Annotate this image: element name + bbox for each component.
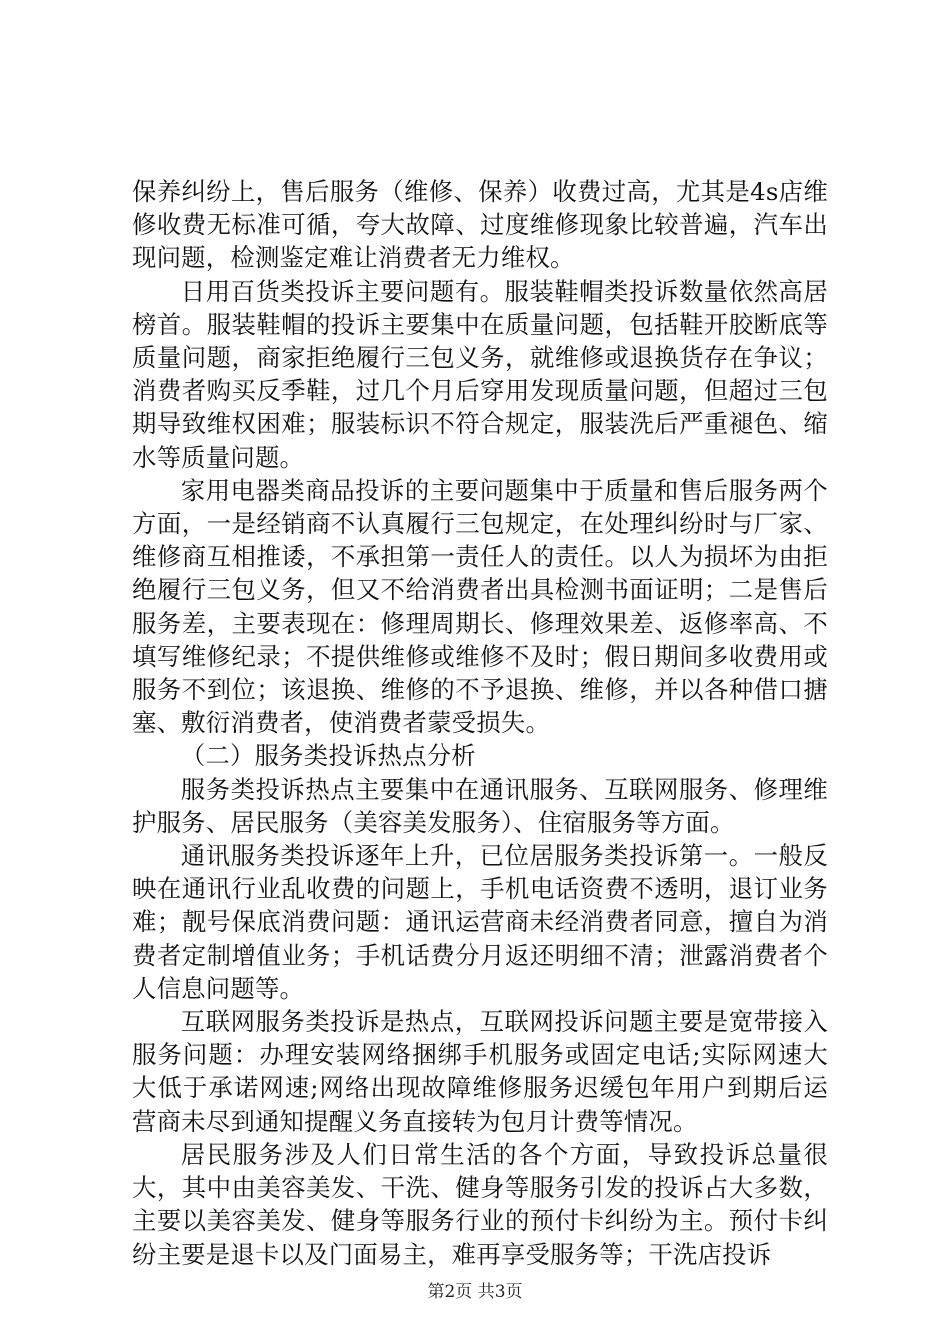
page-number-footer: 第2页 共3页	[427, 1282, 523, 1302]
paragraph-services-overview: 服务类投诉热点主要集中在通讯服务、互联网服务、修理维护服务、居民服务（美容美发服务）、住宿服务等方面。	[132, 774, 828, 837]
paragraph-home-appliances: 家用电器类商品投诉的主要问题集中于质量和售后服务两个方面，一是经销商不认真履行三包规定，在处理纠纷时与厂家、维修商互相推诿，不承担第一责任人的责任。以人为损坏为由拒绝履行三包义务，但又不给消费者出具检测书面证明；二是售后服务差，主要表现在：修理周期长、修理效果差、返修率高、不填写维修纪录；不提供维修或维修不及时；假日期间多收费用或服务不到位；该退换、维修的不予退换、维修，并以各种借口搪塞、敷衍消费者，使消费者蒙受损失。	[132, 475, 828, 738]
paragraph-car-maintenance-continued: 保养纠纷上，售后服务（维修、保养）收费过高，尤其是4s店维修收费无标准可循，夸大故障、过度维修现象比较普遍，汽车出现问题，检测鉴定难让消费者无力维权。	[132, 177, 828, 273]
document-body	[132, 175, 828, 1271]
paragraph-internet-services: 互联网服务类投诉是热点，互联网投诉问题主要是宽带接入服务问题：办理安装网络捆绑手机服务或固定电话;实际网速大大低于承诺网速;网络出现故障维修服务迟缓包年用户到期后运营商未尽到通知提醒义务直接转为包月计费等情况。	[132, 1007, 828, 1136]
paragraph-daily-goods: 日用百货类投诉主要问题有。服装鞋帽类投诉数量依然高居榜首。服装鞋帽的投诉主要集中在质量问题，包括鞋开胶断底等质量问题，商家拒绝履行三包义务，就维修或退换货存在争议；消费者购买反季鞋，过几个月后穿用发现质量问题，但超过三包期导致维权困难；服装标识不符合规定，服装洗后严重褪色、缩水等质量问题。	[132, 276, 828, 472]
paragraph-resident-services: 居民服务涉及人们日常生活的各个方面，导致投诉总量很大，其中由美容美发、干洗、健身等服务引发的投诉占大多数，主要以美容美发、健身等服务行业的预付卡纠纷为主。预付卡纠纷主要是退卡以及门面易主，难再享受服务等；干洗店投诉	[132, 1139, 828, 1269]
section-heading-services: （二）服务类投诉热点分析	[180, 741, 476, 771]
paragraph-telecom-services: 通讯服务类投诉逐年上升，已位居服务类投诉第一。一般反映在通讯行业乱收费的问题上，手机电话资费不透明，退订业务难；靓号保底消费问题：通讯运营商未经消费者同意，擅自为消费者定制增值业务；手机话费分月返还明细不清；泄露消费者个人信息问题等。	[132, 841, 828, 1003]
